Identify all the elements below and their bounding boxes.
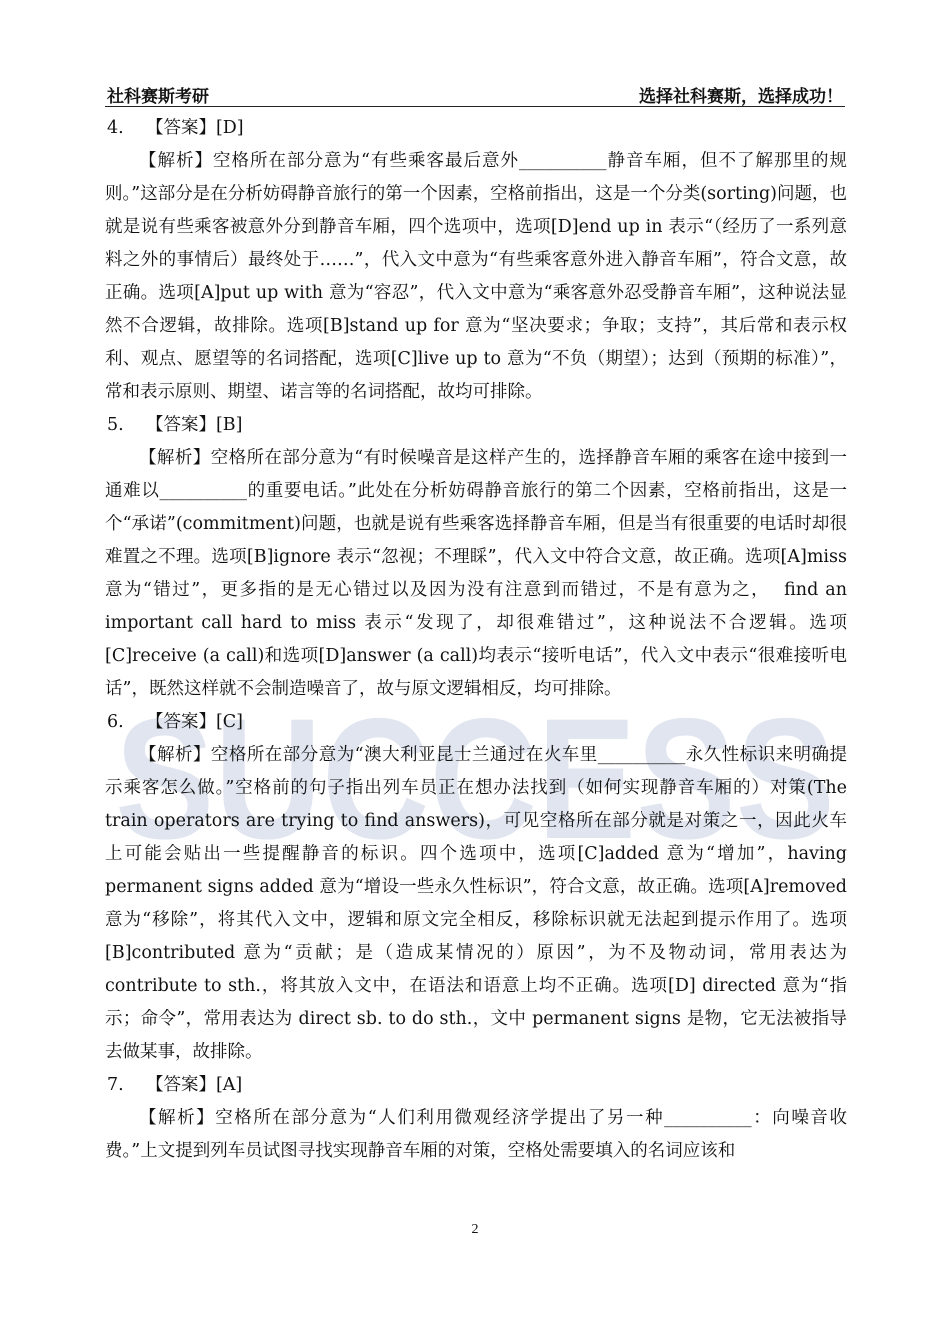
explanation-6: 【解析】空格所在部分意为“澳大利亚昆士兰通过在火车里__________永久性标识来明确提示乘客怎么做。”空格前的句子指出列车员正在想办法找到（如何实现静音车厢的）对策(The train operators are trying to find answers)，可见空格所在部分就是对策之一，因此火车上可能会贴出一些提醒静音的标识。四个选项中，选项[C]added 意为“增加”，having permanent signs added 意为“增设一些永久性标识”，符合文意，故正确。选项[A]removed 意为“移除”，将其代入文中，逻辑和原文完全相反，移除标识就无法起到提示作用了。选项[B]contributed 意为“贡献；是（造成某情况的）原因”，为不及物动词，常用表达为 contribute to sth.，将其放入文中，在语法和语意上均不正确。选项[D] directed 意为“指示；命令”，常用表达为 direct sb. to do sth.，文中 permanent signs 是物，它无法被指导去做某事，故排除。	[105, 745, 847, 1062]
explanation-5: 【解析】空格所在部分意为“有时候噪音是这样产生的，选择静音车厢的乘客在途中接到一通难以__________的重要电话。”此处在分析妨碍静音旅行的第二个因素，空格前指出，这是一个“承诺”(commitment)问题，也就是说有些乘客选择静音车厢，但是当有很重要的电话时却很难置之不理。选项[B]ignore 表示“忽视；不理睬”，代入文中符合文意，故正确。选项[A]miss 意为“错过”，更多指的是无心错过以及因为没有注意到而错过，不是有意为之， find an important call hard to miss 表示“发现了，却很难错过”，这种说法不合逻辑。选项[C]receive (a call)和选项[D]answer (a call)均表示“接听电话”，代入文中表示“很难接听电话”，既然这样就不会制造噪音了，故与原文逻辑相反，均可排除。	[105, 448, 847, 699]
answer-4-heading: 4. 【答案】[D]	[107, 118, 244, 138]
header-slogan: 选择社科赛斯，选择成功！	[639, 87, 843, 107]
answer-6-heading: 6. 【答案】[C]	[107, 712, 243, 732]
page-number: 2	[471, 1222, 479, 1237]
answer-7-heading: 7. 【答案】[A]	[107, 1075, 243, 1095]
explanation-7: 【解析】空格所在部分意为“人们利用微观经济学提出了另一种__________：向噪音收费。”上文提到列车员试图寻找实现静音车厢的对策，空格处需要填入的名词应该和	[105, 1108, 847, 1161]
watermark-text: SUCCESS	[115, 700, 835, 850]
header-brand: 社科赛斯考研	[107, 87, 209, 107]
answer-5-heading: 5. 【答案】[B]	[107, 415, 243, 435]
page-content	[105, 112, 847, 1168]
explanation-4: 【解析】空格所在部分意为“有些乘客最后意外__________静音车厢，但不了解那里的规则。”这部分是在分析妨碍静音旅行的第一个因素，空格前指出，这是一个分类(sorting)问题，也就是说有些乘客被意外分到静音车厢，四个选项中，选项[D]end up in 表示“（经历了一系列意料之外的事情后）最终处于……”，代入文中意为“有些乘客意外进入静音车厢”，符合文意，故正确。选项[A]put up with 意为“容忍”，代入文中意为“乘客意外忍受静音车厢”，这种说法显然不合逻辑，故排除。选项[B]stand up for 意为“坚决要求；争取；支持”，其后常和表示权利、观点、愿望等的名词搭配，选项[C]live up to 意为“不负（期望）；达到（预期的标准）”，常和表示原则、期望、诺言等的名词搭配，故均可排除。	[105, 151, 847, 402]
page-header	[105, 80, 845, 107]
